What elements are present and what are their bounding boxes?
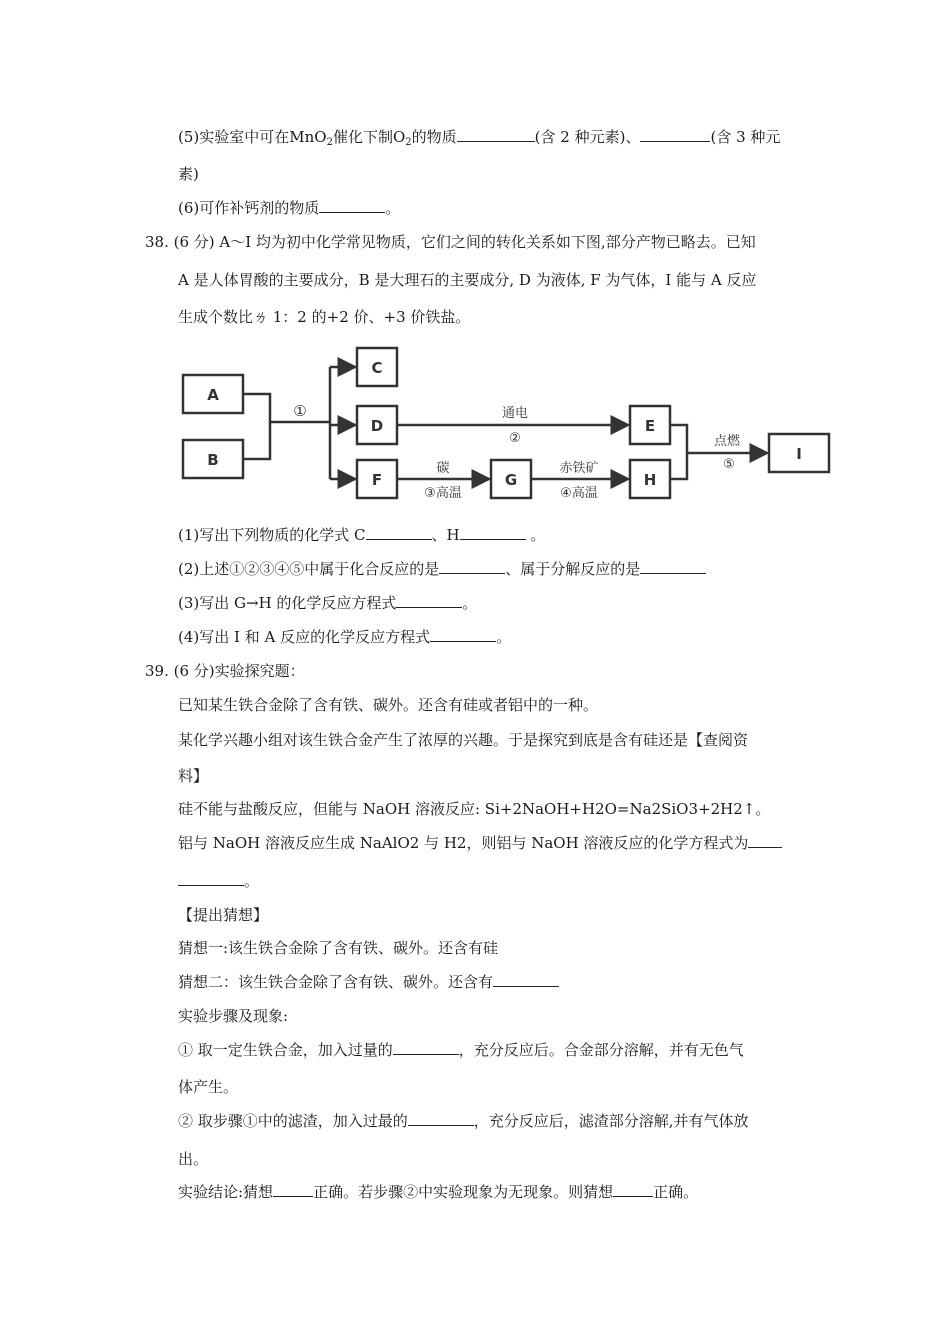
answer-blank[interactable] bbox=[393, 1040, 459, 1055]
q37-part5-line1 bbox=[178, 127, 780, 147]
q37-p6-text: (6)可作补钙剂的物质 bbox=[178, 199, 320, 217]
reaction-1-label: ① bbox=[293, 402, 307, 420]
q38-s2-text-a: (2)上述①②③④⑤中属于化合反应的是 bbox=[178, 560, 440, 578]
q37-p6-end: 。 bbox=[385, 199, 401, 217]
q38-stem-line2: A 是人体胃酸的主要成分，B 是大理石的主要成分, D 为液体, F 为气体，I 能与 A 反应 bbox=[178, 271, 757, 289]
q37-p5-text-d: (含 2 种元素)、 bbox=[534, 128, 641, 146]
q39-line6-end: 。 bbox=[244, 872, 260, 890]
reaction-4-label: ④高温 bbox=[560, 486, 598, 501]
q38-s4-text-a: (4)写出 I 和 A 反应的化学反应方程式 bbox=[178, 628, 431, 646]
q38-sub2 bbox=[178, 559, 706, 579]
q37-part5-line2: 素) bbox=[178, 165, 199, 183]
reaction-5-condition: 点燃 bbox=[713, 434, 741, 449]
q37-p5-text-a: (5)实验室中可在 bbox=[178, 128, 290, 146]
q37-p5-text-e: (含 3 种元 bbox=[710, 128, 781, 146]
q39-step2-cont: 出。 bbox=[178, 1150, 209, 1168]
q38-s4-text-b: 。 bbox=[496, 628, 512, 646]
q39-hypothesis-heading: 【提出猜想】 bbox=[178, 906, 269, 924]
o2-subscript: 2 bbox=[405, 137, 412, 148]
q39-line5 bbox=[178, 833, 782, 853]
answer-blank[interactable] bbox=[366, 525, 432, 540]
q39-steps-heading: 实验步骤及现象: bbox=[178, 1007, 289, 1025]
q37-part6 bbox=[178, 198, 400, 218]
q39-conclusion-text-c: 正确。 bbox=[653, 1183, 699, 1201]
q39-line3: 料】 bbox=[178, 767, 209, 785]
label-i: I bbox=[796, 445, 802, 463]
answer-blank[interactable] bbox=[273, 1182, 313, 1197]
mno2-formula: MnO bbox=[289, 128, 327, 146]
q39-step1-cont: 体产生。 bbox=[178, 1078, 239, 1096]
q38-stem-line1: 38. (6 分) A～I 均为初中化学常见物质，它们之间的转化关系如下图,部分产物已略去。已知 bbox=[145, 233, 756, 251]
answer-blank[interactable] bbox=[178, 871, 244, 886]
label-g: G bbox=[504, 471, 518, 489]
q39-step2 bbox=[178, 1111, 749, 1131]
q39-step1-text-b: ，充分反应后。合金部分溶解，并有无色气 bbox=[458, 1041, 744, 1059]
label-h: H bbox=[643, 471, 657, 489]
label-a: A bbox=[207, 386, 219, 404]
label-b: B bbox=[207, 451, 219, 469]
answer-blank[interactable] bbox=[493, 972, 559, 987]
q38-s2-text-b: 、属于分解反应的是 bbox=[505, 560, 641, 578]
reaction-3-condition: 碳 bbox=[436, 461, 450, 476]
label-d: D bbox=[370, 417, 384, 435]
answer-blank[interactable] bbox=[460, 525, 526, 540]
reaction-2-label: ② bbox=[509, 431, 521, 446]
q39-hypothesis-1: 猜想一:该生铁合金除了含有铁、碳外。还含有硅 bbox=[178, 939, 499, 957]
ab-bracket bbox=[243, 394, 270, 459]
q39-step1-text-a: ① 取一定生铁合金，加入过量的 bbox=[178, 1041, 393, 1059]
q39-heading: 39. (6 分)实验探究题： bbox=[145, 662, 305, 680]
eh-bracket bbox=[670, 425, 687, 479]
reaction-2-condition: 通电 bbox=[501, 406, 529, 421]
q37-p5-text-c: 的物质 bbox=[411, 128, 457, 146]
answer-blank[interactable] bbox=[457, 127, 535, 142]
q39-line2: 某化学兴趣小组对该生铁合金产生了浓厚的兴趣。于是探究到底是含有硅还是【查阅资 bbox=[178, 731, 749, 749]
q37-p5-text-b: 催化下制 bbox=[332, 128, 393, 146]
q39-step2-text-a: ② 取步骤①中的滤渣，加入过最的 bbox=[178, 1112, 408, 1130]
answer-blank[interactable] bbox=[430, 627, 496, 642]
label-e: E bbox=[644, 417, 656, 435]
answer-blank[interactable] bbox=[640, 127, 710, 142]
q39-conclusion-text-a: 实验结论:猜想 bbox=[178, 1183, 274, 1201]
q39-conclusion bbox=[178, 1182, 698, 1202]
q39-hypothesis-2 bbox=[178, 972, 559, 992]
q38-s1-text-a: (1)写出下列物质的化学式 C bbox=[178, 526, 366, 544]
reaction-3-label: ③高温 bbox=[424, 486, 462, 501]
q39-step2-text-b: ，充分反应后，滤渣部分溶解,并有气体放 bbox=[473, 1112, 749, 1130]
q39-line6 bbox=[178, 871, 259, 891]
q38-s3-text-a: (3)写出 G→H 的化学反应方程式 bbox=[178, 594, 397, 612]
q39-conclusion-text-b: 正确。若步骤②中实验现象为无现象。则猜想 bbox=[313, 1183, 614, 1201]
answer-blank[interactable] bbox=[408, 1111, 474, 1126]
q38-sub1 bbox=[178, 525, 545, 545]
answer-blank[interactable] bbox=[396, 593, 462, 608]
q39-line4: 硅不能与盐酸反应，但能与 NaOH 溶液反应: Si+2NaOH+H2O=Na2SiO3+2H2↑。 bbox=[178, 800, 771, 818]
answer-blank[interactable] bbox=[439, 559, 505, 574]
answer-blank[interactable] bbox=[613, 1182, 653, 1197]
q39-line5-text: 铝与 NaOH 溶液反应生成 NaAlO2 与 H2，则铝与 NaOH 溶液反应的化学方程式为 bbox=[178, 834, 749, 852]
q39-step1 bbox=[178, 1040, 744, 1060]
q38-s1-text-b: 、H bbox=[431, 526, 460, 544]
reaction-5-label: ⑤ bbox=[723, 457, 735, 472]
q39-hypothesis-2-text: 猜想二：该生铁合金除了含有铁、碳外。还含有 bbox=[178, 973, 494, 991]
q38-s3-text-b: 。 bbox=[462, 594, 478, 612]
mno2-subscript: 2 bbox=[326, 137, 333, 148]
conversion-diagram bbox=[175, 340, 840, 510]
o2-formula: O bbox=[392, 128, 406, 146]
q38-s1-text-c: 。 bbox=[525, 526, 546, 544]
reaction-4-condition: 赤铁矿 bbox=[559, 461, 599, 476]
q38-sub3 bbox=[178, 593, 477, 613]
q38-stem-line3: 生成个数比ㄌ 1：2 的+2 价、+3 价铁盐。 bbox=[178, 308, 471, 326]
q38-sub4 bbox=[178, 627, 511, 647]
answer-blank[interactable] bbox=[319, 198, 385, 213]
label-c: C bbox=[371, 359, 383, 377]
label-f: F bbox=[371, 471, 383, 489]
q39-line1: 已知某生铁合金除了含有铁、碳外。还含有硅或者铝中的一种。 bbox=[178, 696, 599, 714]
answer-blank[interactable] bbox=[748, 833, 782, 848]
answer-blank[interactable] bbox=[640, 559, 706, 574]
